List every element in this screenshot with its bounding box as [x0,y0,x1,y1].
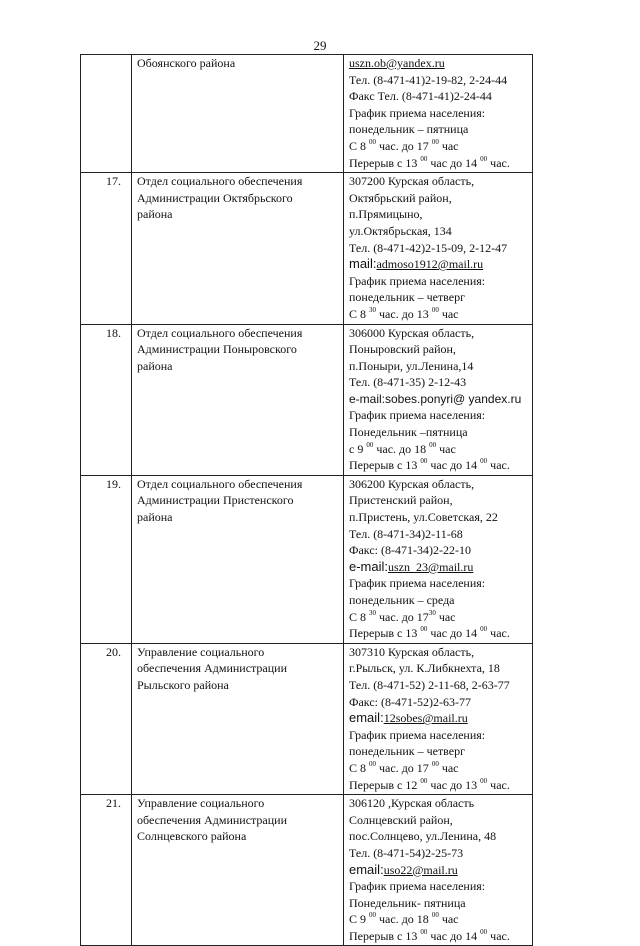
contact-text: Факс Тел. (8-471-41)2-24-44 [349,89,492,104]
table-row [81,475,533,643]
contact-line [349,325,529,342]
row-number [81,55,132,173]
contact-line [349,476,529,493]
contact-line [349,273,529,290]
time-minutes-sup: 00 [431,137,439,146]
contact-text: час [438,912,459,927]
time-minutes-sup: 00 [366,440,374,449]
contact-text: Тел. (8-471-35) 2-12-43 [349,375,467,390]
contact-line [349,457,529,474]
office-name-line: Администрации Пристенского [137,493,294,508]
contact-text: пос.Солнцево, ул.Ленина, 48 [349,829,497,844]
contact-line [349,256,529,273]
office-name-line: Управление социального [137,644,265,659]
time-minutes-sup: 00 [369,911,377,920]
contact-text: График приема населения: [349,273,486,288]
contact-text: Тел. (8-471-54)2-25-73 [349,845,464,860]
contact-line [349,694,529,711]
contact-line [349,845,529,862]
contact-text: час. до 13 [376,306,432,321]
contact-line [349,660,529,677]
time-minutes-sup: 00 [429,440,437,449]
time-minutes-sup: 00 [420,776,428,785]
contact-line [349,190,529,207]
contact-line [349,895,529,912]
contact-line [349,374,529,391]
office-name-line: района [137,510,173,525]
time-minutes-sup: 00 [480,625,488,634]
office-name-cell [132,173,344,324]
time-minutes-sup: 00 [420,457,428,466]
contact-line [349,492,529,509]
email-link[interactable]: admoso1912@mail.ru [376,257,484,272]
contact-text: Факс: (8-471-52)2-63-77 [349,694,471,709]
office-name-line: обеспечения Администрации [137,661,288,676]
contact-text: Перерыв с 13 [349,928,421,943]
contact-text: час. до 18 [373,441,430,456]
time-minutes-sup: 00 [420,625,428,634]
contact-line [349,644,529,661]
contacts-cell [344,173,533,324]
email-prefix: mail: [349,256,377,272]
contact-line [349,878,529,895]
contact-line [349,391,529,408]
contacts-cell [344,475,533,643]
time-minutes-sup: 00 [431,305,439,314]
contact-text: час до 14 [427,626,481,641]
contact-text: час [438,760,459,775]
contact-text: Факс: (8-471-34)2-22-10 [349,543,471,558]
contact-text: Солнцевский район, [349,812,453,827]
row-number: 20. [81,643,132,794]
contact-text: с 9 [349,441,367,456]
contact-text: Поныровский район, [349,342,456,357]
table-row [81,643,533,794]
contact-line [349,727,529,744]
contact-line [349,138,529,155]
contact-line [349,206,529,223]
email-link[interactable]: uszn.ob@yandex.ru [349,56,445,70]
contact-line [349,760,529,777]
office-name-line: Отдел социального обеспечения [137,325,303,340]
contact-text: Перерыв с 13 [349,155,421,170]
contact-text: С 8 [349,306,370,321]
time-minutes-sup: 00 [420,927,428,936]
offices-table [80,54,533,946]
contact-line [349,862,529,879]
contact-line [349,928,529,945]
contact-line [349,609,529,626]
contact-text: час. [487,626,510,641]
contact-line [349,625,529,642]
office-name-cell [132,55,344,173]
contact-text: Перерыв с 13 [349,458,421,473]
contact-line [349,795,529,812]
email-prefix: email: [349,861,384,877]
contact-line [349,306,529,323]
contact-text: 306000 Курская область, [349,325,475,340]
contact-line [349,526,529,543]
office-name-line: Рыльского района [137,677,229,692]
office-name-cell [132,643,344,794]
office-name-line: Отдел социального обеспечения [137,476,303,491]
contact-text: час [436,441,456,456]
time-minutes-sup: 30 [428,608,436,617]
contact-line [349,710,529,727]
table-body [81,55,533,946]
time-minutes-sup: 00 [369,759,377,768]
contact-line [349,542,529,559]
contacts-cell [344,324,533,475]
row-number: 17. [81,173,132,324]
contact-text: Пристенский район, [349,493,453,508]
office-name-cell [132,475,344,643]
office-name-line: района [137,358,173,373]
contact-line [349,559,529,576]
contact-text: Перерыв с 13 [349,626,421,641]
page-number: 29 [313,38,327,53]
table-row [81,795,533,946]
contact-line [349,592,529,609]
contact-line [349,155,529,172]
table-row [81,324,533,475]
contact-text: час до 14 [427,458,481,473]
office-name-line: Управление социального [137,796,265,811]
contact-text: час. [487,155,510,170]
contact-line [349,828,529,845]
contact-line [349,240,529,257]
contact-text: График приема населения: [349,727,486,742]
office-name-line: Администрации Октябрьского [137,190,293,205]
contact-text: График приема населения: [349,105,486,120]
contact-text: час. до 17 [376,138,432,153]
contacts-cell [344,55,533,173]
contact-text: Понедельник- пятница [349,895,466,910]
time-minutes-sup: 00 [480,154,488,163]
time-minutes-sup: 30 [369,608,377,617]
office-name-line: Обоянского района [137,56,236,70]
contact-line [349,575,529,592]
email-link[interactable]: 12sobes@mail.ru [383,711,468,726]
contact-text: Понедельник –пятница [349,425,468,440]
email-prefix: e-mail: [349,558,389,574]
contact-text: График приема населения: [349,408,486,423]
contact-text: час. до 18 [376,912,432,927]
contact-line [349,173,529,190]
email-prefix: email: [349,710,384,726]
contact-line [349,88,529,105]
contact-text: п.Пристень, ул.Советская, 22 [349,510,498,525]
contact-text: С 8 [349,138,370,153]
contact-text: г.Рыльск, ул. К.Либкнехта, 18 [349,661,500,676]
contact-text: час [435,609,456,624]
table-row [81,55,533,173]
contacts-cell [344,643,533,794]
table-row [81,173,533,324]
contact-text: С 8 [349,760,370,775]
contacts-cell [344,795,533,946]
contact-text: час. [487,777,510,792]
contact-text: 307310 Курская область, [349,644,475,659]
office-name-line: Солнцевского района [137,829,247,844]
contact-text: Перерыв с 12 [349,777,421,792]
email-link[interactable]: uso22@mail.ru [383,862,458,877]
office-name-cell [132,795,344,946]
row-number: 21. [81,795,132,946]
office-name-line: Отдел социального обеспечения [137,174,303,189]
time-minutes-sup: 00 [420,154,428,163]
time-minutes-sup: 00 [480,927,488,936]
contact-text: Тел. (8-471-41)2-19-82, 2-24-44 [349,72,508,87]
email-link[interactable]: uszn_23@mail.ru [388,559,474,574]
time-minutes-sup: 30 [369,305,377,314]
contact-line [349,812,529,829]
contact-text: понедельник – четверг [349,744,466,759]
contact-text: Тел. (8-471-52) 2-11-68, 2-63-77 [349,677,510,692]
contact-text: С 9 [349,912,370,927]
contact-line [349,911,529,928]
contact-line [349,289,529,306]
time-minutes-sup: 00 [480,776,488,785]
contact-line [349,424,529,441]
office-name-line: района [137,207,173,222]
contact-text: п.Прямицыно, [349,207,423,222]
contact-text: ул.Октябрьская, 134 [349,223,452,238]
contact-line [349,223,529,240]
contact-text: час. [487,928,510,943]
contact-text: 306200 Курская область, [349,476,475,491]
contact-text: понедельник – четверг [349,290,466,305]
time-minutes-sup: 00 [431,911,439,920]
contact-line [349,743,529,760]
contact-line [349,677,529,694]
contact-line [349,407,529,424]
contact-text: час до 13 [427,777,481,792]
contact-text: Тел. (8-471-42)2-15-09, 2-12-47 [349,240,508,255]
contact-text: час до 14 [427,155,481,170]
contact-text: час. до 17 [376,760,432,775]
contact-line [349,509,529,526]
contact-line [349,441,529,458]
contact-text: С 8 [349,609,370,624]
office-name-line: Администрации Поныровского [137,342,297,357]
contact-line [349,55,529,72]
time-minutes-sup: 00 [480,457,488,466]
contact-line [349,777,529,794]
contact-text: п.Поныри, ул.Ленина,14 [349,358,474,373]
contact-text: понедельник – среда [349,593,455,607]
time-minutes-sup: 00 [431,759,439,768]
contact-text: 307200 Курская область, [349,174,475,189]
office-name-cell [132,324,344,475]
contact-text: 306120 ,Курская область [349,796,475,811]
office-name-line: обеспечения Администрации [137,812,288,827]
email-prefix: e-mail:sobes.ponyri@ yandex.ru [349,391,522,406]
contact-line [349,72,529,89]
contact-line [349,358,529,375]
contact-text: час. до 17 [376,609,429,624]
contact-line [349,105,529,122]
contact-text: час. [487,458,510,473]
row-number: 19. [81,475,132,643]
contact-line [349,121,529,138]
contact-text: Тел. (8-471-34)2-11-68 [349,526,463,541]
contact-text: понедельник – пятница [349,122,469,137]
contact-text: час до 14 [427,928,481,943]
contact-text: График приема населения: [349,576,486,591]
contact-text: График приема населения: [349,879,486,894]
row-number: 18. [81,324,132,475]
contact-text: час [438,306,459,321]
contact-text: час [438,138,459,153]
contact-text: Октябрьский район, [349,190,452,205]
time-minutes-sup: 00 [369,137,377,146]
contact-line [349,341,529,358]
